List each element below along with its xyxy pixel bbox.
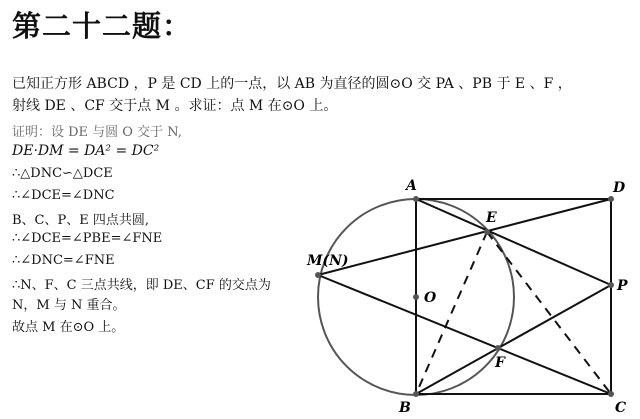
label-b: B [399, 400, 411, 416]
point-a [413, 196, 419, 202]
dashed-eb [416, 232, 487, 394]
point-d [608, 196, 614, 202]
label-m: M(N) [307, 253, 349, 269]
proof-line-3: ∴∠DCE=∠DNC [12, 188, 115, 203]
label-p: P [617, 278, 628, 294]
point-b [413, 391, 419, 397]
point-e [484, 229, 490, 235]
point-m [315, 272, 321, 278]
label-c: C [615, 400, 627, 416]
point-p [608, 282, 614, 288]
proof-line-2: ∴△DNC∽△DCE [12, 166, 113, 181]
problem-title: 第二十二题： [12, 9, 193, 43]
proof-line-9: 故点 M 在⊙O 上。 [12, 320, 125, 335]
problem-line-1: 已知正方形 ABCD ，P 是 CD 上的一点，以 AB 为直径的圆⊙O 交 PA 、PB 于 E 、F ， [12, 76, 572, 92]
label-e: E [486, 210, 497, 226]
proof-line-1: DE·DM = DA² = DC² [12, 143, 160, 159]
proof-line-7: ∴N、F、C 三点共线，即 DE、CF 的交点为 [12, 278, 271, 293]
problem-line-2: 射线 DE 、CF 交于点 M 。求证：点 M 在⊙O 上。 [12, 98, 338, 114]
label-d: D [613, 180, 626, 196]
point-f [495, 345, 501, 351]
ray-de [318, 199, 611, 275]
proof-line-5: ∴∠DCE=∠PBE=∠FNE [12, 231, 163, 246]
point-c [608, 391, 614, 397]
proof-line-4: B、C、P、E 四点共圆, [12, 213, 150, 228]
label-o: O [424, 290, 437, 306]
label-f: F [495, 355, 505, 371]
proof-line-6: ∴∠DNC=∠FNE [12, 253, 115, 268]
ray-cf [318, 275, 611, 394]
proof-line-8: N，M 与 N 重合。 [12, 298, 126, 313]
label-a: A [406, 178, 417, 194]
point-o [413, 294, 419, 300]
proof-heading: 证明：设 DE 与圆 O 交于 N, [12, 125, 182, 140]
